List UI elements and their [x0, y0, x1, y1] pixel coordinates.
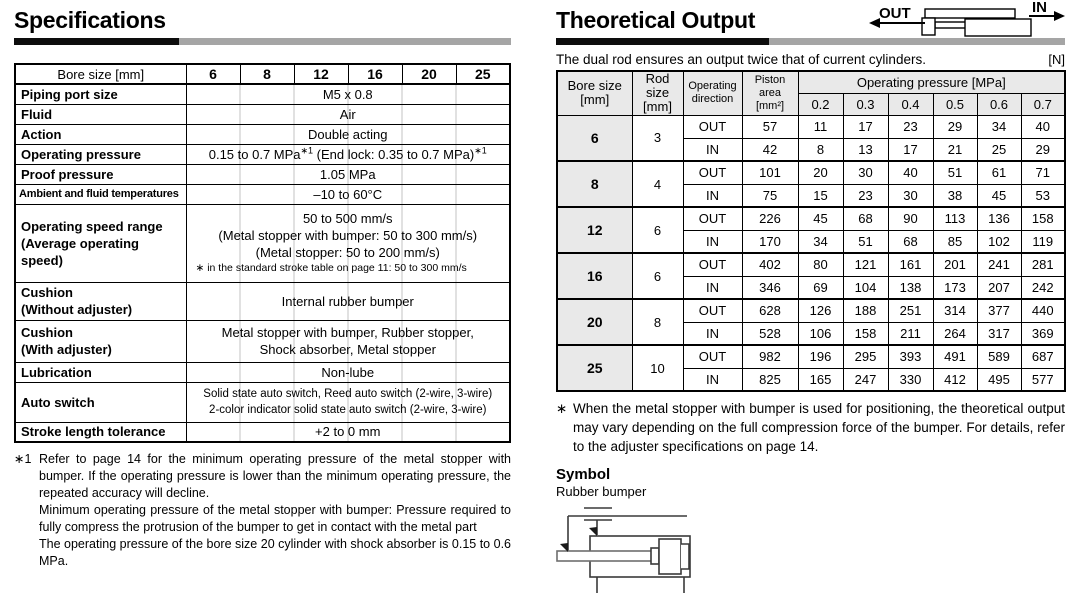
output-value-cell: 369 [1021, 322, 1065, 345]
direction-cell: IN [683, 322, 742, 345]
output-value-cell: 242 [1021, 276, 1065, 299]
output-value-cell: 80 [798, 253, 843, 276]
output-table-row [557, 253, 1065, 276]
direction-cell: OUT [683, 345, 742, 368]
output-value-cell: 68 [843, 207, 888, 230]
output-value-cell: 161 [888, 253, 933, 276]
output-value-cell: 20 [798, 161, 843, 184]
bore-size-header-cell: 25 [456, 64, 510, 84]
output-value-cell: 15 [798, 184, 843, 207]
row-value: Solid state auto switch, Reed auto switch (2-wire, 3-wire) 2-color indicator solid state auto switch (2-wire, 3-wire) [186, 382, 510, 422]
table-row [15, 144, 510, 164]
footnote-paragraph: When the metal stopper with bumper is used for positioning, the theoretical output may vary depending on the full compression force of the bumper. For details, refer to the adjuster specifications on page 14. [573, 401, 1065, 454]
specifications-title: Specifications [14, 7, 166, 33]
output-value-cell: 121 [843, 253, 888, 276]
theoretical-output-section [556, 2, 1065, 603]
output-value-cell: 85 [933, 230, 977, 253]
theoretical-output-title-rule [556, 38, 1065, 45]
bore-size-cell: 16 [557, 253, 632, 299]
bore-size-header-cell: 16 [348, 64, 402, 84]
output-value-cell: 17 [843, 115, 888, 138]
output-table-row [557, 115, 1065, 138]
output-value-cell: 68 [888, 230, 933, 253]
table-row [15, 422, 510, 442]
row-label: Piping port size [15, 84, 186, 104]
output-value-cell: 412 [933, 368, 977, 391]
piston-area-cell: 42 [742, 138, 798, 161]
table-header-row [15, 64, 510, 84]
output-value-cell: 11 [798, 115, 843, 138]
bore-size-header-cell: 20 [402, 64, 456, 84]
output-value-cell: 106 [798, 322, 843, 345]
output-value-cell: 317 [977, 322, 1021, 345]
row-label: Auto switch [15, 382, 186, 422]
output-value-cell: 40 [888, 161, 933, 184]
output-value-cell: 264 [933, 322, 977, 345]
output-table-row [557, 345, 1065, 368]
pressure-header-cell: 0.5 [933, 93, 977, 115]
theoretical-output-header [556, 2, 1065, 38]
row-value: Internal rubber bumper [186, 282, 510, 320]
piston-area-cell: 982 [742, 345, 798, 368]
pressure-header-cell: 0.4 [888, 93, 933, 115]
output-value-cell: 30 [843, 161, 888, 184]
output-value-cell: 71 [1021, 161, 1065, 184]
out-direction-label: OUT [879, 5, 911, 22]
output-value-cell: 491 [933, 345, 977, 368]
rod-size-header: Rod size [mm] [632, 71, 683, 115]
specifications-title-rule [14, 38, 511, 45]
output-value-cell: 90 [888, 207, 933, 230]
bore-size-cell: 25 [557, 345, 632, 391]
output-value-cell: 51 [933, 161, 977, 184]
output-value-cell: 34 [798, 230, 843, 253]
table-row [15, 84, 510, 104]
row-value: M5 x 0.8 [186, 84, 510, 104]
output-value-cell: 251 [888, 299, 933, 322]
bore-size-cell: 6 [557, 115, 632, 161]
bore-size-header: Bore size [mm] [557, 71, 632, 115]
output-value-cell: 281 [1021, 253, 1065, 276]
intro-text: The dual rod ensures an output twice that of current cylinders. [556, 52, 926, 67]
piston-area-cell: 528 [742, 322, 798, 345]
output-value-cell: 40 [1021, 115, 1065, 138]
output-value-cell: 330 [888, 368, 933, 391]
output-value-cell: 69 [798, 276, 843, 299]
output-value-cell: 158 [1021, 207, 1065, 230]
bore-size-cell: 20 [557, 299, 632, 345]
piston-area-cell: 101 [742, 161, 798, 184]
piston-area-cell: 628 [742, 299, 798, 322]
operating-direction-header: Operating direction [683, 71, 742, 115]
row-label: Action [15, 124, 186, 144]
specifications-footnote [14, 451, 511, 570]
output-table-row [557, 207, 1065, 230]
output-value-cell: 241 [977, 253, 1021, 276]
rod-size-cell: 3 [632, 115, 683, 161]
output-value-cell: 113 [933, 207, 977, 230]
direction-cell: IN [683, 138, 742, 161]
output-value-cell: 393 [888, 345, 933, 368]
output-value-cell: 196 [798, 345, 843, 368]
theoretical-output-title: Theoretical Output [556, 7, 756, 33]
pressure-header-cell: 0.7 [1021, 93, 1065, 115]
footnote-paragraph: Refer to page 14 for the minimum operating pressure of the metal stopper with bumper. If the operating pressure is lower than the minimum operating pressure, the repeated accuracy will decline. [39, 452, 511, 500]
rod-size-cell: 8 [632, 299, 683, 345]
output-table-row [557, 299, 1065, 322]
row-label: Proof pressure [15, 164, 186, 184]
pressure-header-cell: 0.3 [843, 93, 888, 115]
row-value: –10 to 60°C [186, 184, 510, 204]
row-label: Cushion (Without adjuster) [15, 282, 186, 320]
output-value-cell: 8 [798, 138, 843, 161]
output-value-cell: 207 [977, 276, 1021, 299]
output-value-cell: 17 [888, 138, 933, 161]
bore-size-header-cell: 6 [186, 64, 240, 84]
row-value: Non-lube [186, 362, 510, 382]
row-label: Operating speed range (Average operating speed) [15, 204, 186, 282]
table-row [15, 320, 510, 362]
inline-note: ∗ in the standard stroke table on page 11: 50 to 300 mm/s [195, 262, 467, 274]
output-value-cell: 23 [843, 184, 888, 207]
output-value-cell: 51 [843, 230, 888, 253]
output-value-cell: 314 [933, 299, 977, 322]
piston-area-cell: 825 [742, 368, 798, 391]
direction-cell: IN [683, 184, 742, 207]
output-value-cell: 21 [933, 138, 977, 161]
pressure-header-cell: 0.2 [798, 93, 843, 115]
output-value-cell: 165 [798, 368, 843, 391]
output-value-cell: 173 [933, 276, 977, 299]
row-value: Metal stopper with bumper, Rubber stopper, Shock absorber, Metal stopper [186, 320, 510, 362]
rod-size-cell: 6 [632, 207, 683, 253]
bore-size-cell: 12 [557, 207, 632, 253]
table-row [15, 204, 510, 282]
table-row [15, 362, 510, 382]
row-value: 50 to 500 mm/s (Metal stopper with bumper: 50 to 300 mm/s) (Metal stopper: 50 to 200 mm/s) ∗ in the standard stroke table on page 11: 50 to 300 mm/s [186, 204, 510, 282]
bore-size-header-cell: 12 [294, 64, 348, 84]
row-label: Operating pressure [15, 144, 186, 164]
direction-cell: IN [683, 276, 742, 299]
pressure-header-cell: 0.6 [977, 93, 1021, 115]
title-rule-black-segment [14, 38, 179, 45]
output-value-cell: 61 [977, 161, 1021, 184]
output-value-cell: 45 [977, 184, 1021, 207]
table-row [15, 282, 510, 320]
row-value: Double acting [186, 124, 510, 144]
output-value-cell: 211 [888, 322, 933, 345]
piston-area-cell: 346 [742, 276, 798, 299]
rod-size-cell: 10 [632, 345, 683, 391]
output-table-row [557, 161, 1065, 184]
output-value-cell: 119 [1021, 230, 1065, 253]
bore-size-header-label: Bore size [mm] [15, 64, 186, 84]
row-label: Lubrication [15, 362, 186, 382]
output-value-cell: 201 [933, 253, 977, 276]
direction-cell: OUT [683, 253, 742, 276]
output-value-cell: 577 [1021, 368, 1065, 391]
in-direction-label: IN [1032, 2, 1047, 16]
bore-size-cell: 8 [557, 161, 632, 207]
piston-area-cell: 75 [742, 184, 798, 207]
direction-cell: IN [683, 368, 742, 391]
rod-size-cell: 6 [632, 253, 683, 299]
output-value-cell: 295 [843, 345, 888, 368]
direction-cell: OUT [683, 299, 742, 322]
output-value-cell: 377 [977, 299, 1021, 322]
row-value: 0.15 to 0.7 MPa$^{∗1}$ (End lock: 0.35 to 0.7 MPa)$^{∗1}$ [186, 144, 510, 164]
output-value-cell: 38 [933, 184, 977, 207]
piston-area-cell: 170 [742, 230, 798, 253]
row-value: 1.05 MPa [186, 164, 510, 184]
footnote-paragraph: The operating pressure of the bore size 20 cylinder with shock absorber is 0.15 to 0.6 MPa. [39, 537, 511, 568]
direction-cell: OUT [683, 115, 742, 138]
row-value: +2 to 0 mm [186, 422, 510, 442]
output-value-cell: 30 [888, 184, 933, 207]
rod-size-cell: 4 [632, 161, 683, 207]
symbol-label: Rubber bumper [556, 484, 647, 499]
operating-pressure-header: Operating pressure [MPa] [798, 71, 1065, 93]
output-value-cell: 188 [843, 299, 888, 322]
bore-size-header-cell: 8 [240, 64, 294, 84]
output-value-cell: 440 [1021, 299, 1065, 322]
unit-label: [N] [1048, 52, 1065, 67]
output-value-cell: 247 [843, 368, 888, 391]
output-value-cell: 136 [977, 207, 1021, 230]
piston-area-cell: 402 [742, 253, 798, 276]
title-rule-black-segment [556, 38, 769, 45]
table-row [15, 164, 510, 184]
output-value-cell: 158 [843, 322, 888, 345]
table-header-row [557, 71, 1065, 93]
row-label: Stroke length tolerance [15, 422, 186, 442]
table-row [15, 124, 510, 144]
direction-cell: OUT [683, 207, 742, 230]
footnote-marker: ∗1 [474, 145, 487, 156]
theoretical-output-table [556, 70, 1066, 392]
output-value-cell: 34 [977, 115, 1021, 138]
pneumatic-symbol-diagram [556, 503, 716, 598]
specifications-section [14, 6, 511, 603]
output-value-cell: 126 [798, 299, 843, 322]
output-value-cell: 104 [843, 276, 888, 299]
output-value-cell: 687 [1021, 345, 1065, 368]
output-value-cell: 45 [798, 207, 843, 230]
output-value-cell: 29 [933, 115, 977, 138]
row-label: Cushion (With adjuster) [15, 320, 186, 362]
footnote-marker: ∗1 [300, 145, 314, 156]
table-row [15, 104, 510, 124]
piston-area-cell: 57 [742, 115, 798, 138]
footnote-marker: ∗ [556, 401, 568, 416]
table-row [15, 382, 510, 422]
output-value-cell: 13 [843, 138, 888, 161]
symbol-title: Symbol [556, 466, 611, 483]
footnote-marker: ∗1 [14, 452, 32, 466]
specifications-table [14, 63, 511, 443]
piston-area-cell: 226 [742, 207, 798, 230]
row-label: Ambient and fluid temperatures [15, 184, 186, 204]
output-value-cell: 25 [977, 138, 1021, 161]
output-value-cell: 53 [1021, 184, 1065, 207]
footnote-paragraph: Minimum operating pressure of the metal stopper with bumper: Pressure required to fully compress the protrusion of the bumper to get in contact with the metal part [39, 503, 511, 534]
table-row [15, 184, 510, 204]
row-value: Air [186, 104, 510, 124]
specifications-header [14, 6, 511, 38]
output-value-cell: 29 [1021, 138, 1065, 161]
piston-area-header: Piston area [mm²] [742, 71, 798, 115]
output-value-cell: 495 [977, 368, 1021, 391]
intro-row [556, 52, 1065, 67]
theoretical-output-footnote [556, 399, 1065, 456]
direction-cell: OUT [683, 161, 742, 184]
output-value-cell: 138 [888, 276, 933, 299]
direction-cell: IN [683, 230, 742, 253]
output-value-cell: 589 [977, 345, 1021, 368]
output-value-cell: 102 [977, 230, 1021, 253]
row-label: Fluid [15, 104, 186, 124]
output-value-cell: 23 [888, 115, 933, 138]
